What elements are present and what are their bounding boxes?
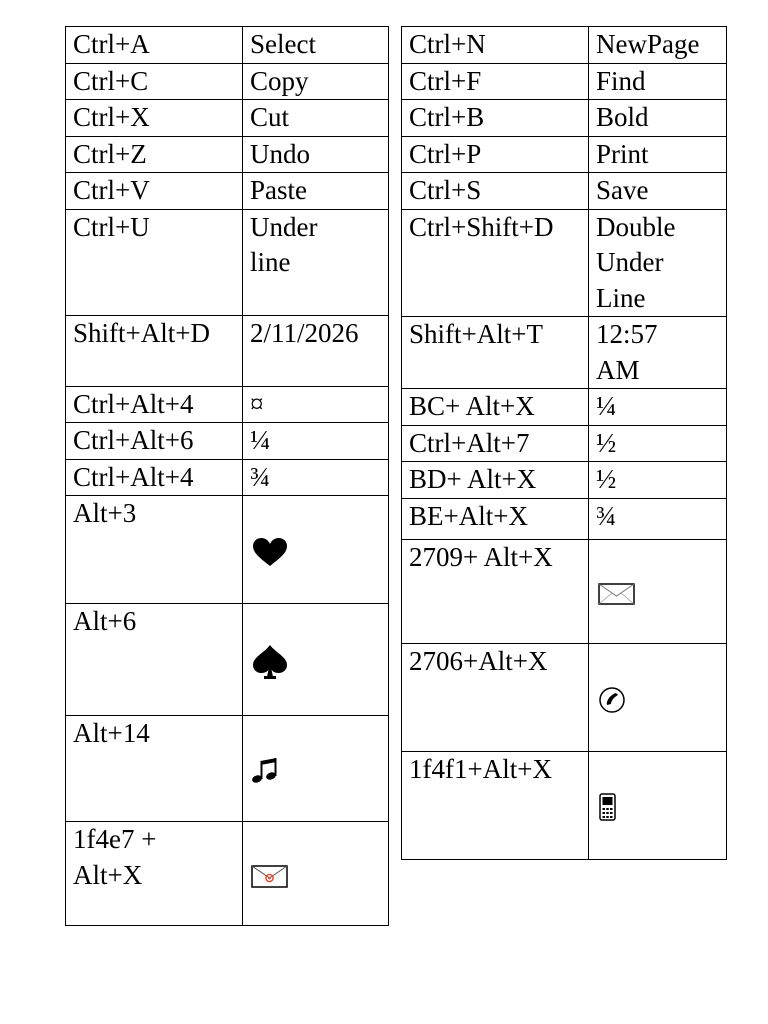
shortcut-key: Ctrl+X [66,100,243,137]
table-row [402,317,727,389]
shortcut-symbol [589,539,727,643]
table-row [66,136,389,173]
table-row [66,27,389,64]
shortcut-key: BC+ Alt+X [402,389,589,426]
shortcut-key: Shift+Alt+T [402,317,589,389]
shortcut-key: Ctrl+A [66,27,243,64]
table-row [66,822,389,926]
shortcut-action: Under line [243,209,389,315]
shortcut-action: ¾ [243,459,389,496]
shortcut-key: Ctrl+V [66,173,243,210]
shortcut-symbol [243,716,389,822]
table-row [66,386,389,423]
shortcut-action: ¼ [243,423,389,460]
shortcut-key: Ctrl+Z [66,136,243,173]
table-row [402,209,727,317]
shortcut-action: Select [243,27,389,64]
shortcut-action: ¼ [589,389,727,426]
shortcut-key: Ctrl+Alt+7 [402,425,589,462]
shortcut-action: Find [589,63,727,100]
table-row [402,539,727,643]
shortcut-key: BD+ Alt+X [402,462,589,499]
shortcut-symbol [589,751,727,859]
right-shortcut-table [401,26,727,860]
shortcut-key: Ctrl+F [402,63,589,100]
table-row [402,173,727,210]
shortcut-key: 2709+ Alt+X [402,539,589,643]
table-row [66,423,389,460]
shortcut-key: Ctrl+B [402,100,589,137]
shortcut-key: 1f4e7 + Alt+X [66,822,243,926]
shortcut-key: Alt+14 [66,716,243,822]
shortcut-key: Ctrl+Alt+4 [66,386,243,423]
shortcut-key: Ctrl+N [402,27,589,64]
shortcut-symbol [243,822,389,926]
table-row [66,315,389,386]
shortcut-action: ½ [589,425,727,462]
shortcut-action: Cut [243,100,389,137]
shortcut-action: Bold [589,100,727,137]
shortcut-action: Paste [243,173,389,210]
shortcut-key: Ctrl+C [66,63,243,100]
table-row [66,459,389,496]
left-shortcut-table [65,26,389,926]
table-row [402,751,727,859]
shortcut-action: ½ [589,462,727,499]
shortcut-key: Alt+3 [66,496,243,604]
table-row [66,496,389,604]
shortcut-action: ¤ [243,386,389,423]
shortcut-key: Ctrl+S [402,173,589,210]
table-row [66,604,389,716]
telephone-icon [596,683,628,715]
shortcut-symbol [243,496,389,604]
shortcut-key: Ctrl+P [402,136,589,173]
shortcut-key: BE+Alt+X [402,498,589,539]
table-row [402,462,727,499]
shortcut-key: Ctrl+U [66,209,243,315]
music-note-icon [250,756,280,786]
shortcut-action: Print [589,136,727,173]
shortcut-action: Double Under Line [589,209,727,317]
shortcut-action: Save [589,173,727,210]
shortcut-symbol [243,604,389,716]
mobile-phone-icon [596,791,620,823]
table-row [66,173,389,210]
table-row [66,716,389,822]
table-row [66,63,389,100]
shortcut-key: Alt+6 [66,604,243,716]
table-row [66,209,389,315]
table-row [402,100,727,137]
table-row [402,63,727,100]
shortcut-key: Shift+Alt+D [66,315,243,386]
shortcut-key: 2706+Alt+X [402,643,589,751]
table-row [402,498,727,539]
shortcut-key: 1f4f1+Alt+X [402,751,589,859]
shortcut-action: 2/11/2026 [243,315,389,386]
email-icon [250,862,290,890]
shortcut-key: Ctrl+Alt+4 [66,459,243,496]
shortcut-action: Undo [243,136,389,173]
table-row [402,425,727,462]
table-row [402,27,727,64]
table-row [66,100,389,137]
table-row [402,389,727,426]
shortcut-action: Copy [243,63,389,100]
table-row [402,136,727,173]
shortcut-key: Ctrl+Alt+6 [66,423,243,460]
envelope-icon [596,579,638,607]
shortcut-symbol [589,643,727,751]
shortcut-action: ¾ [589,498,727,539]
spade-icon [250,644,290,680]
heart-icon [250,536,290,568]
shortcut-action: 12:57 AM [589,317,727,389]
shortcut-key: Ctrl+Shift+D [402,209,589,317]
table-row [402,643,727,751]
shortcut-action: NewPage [589,27,727,64]
